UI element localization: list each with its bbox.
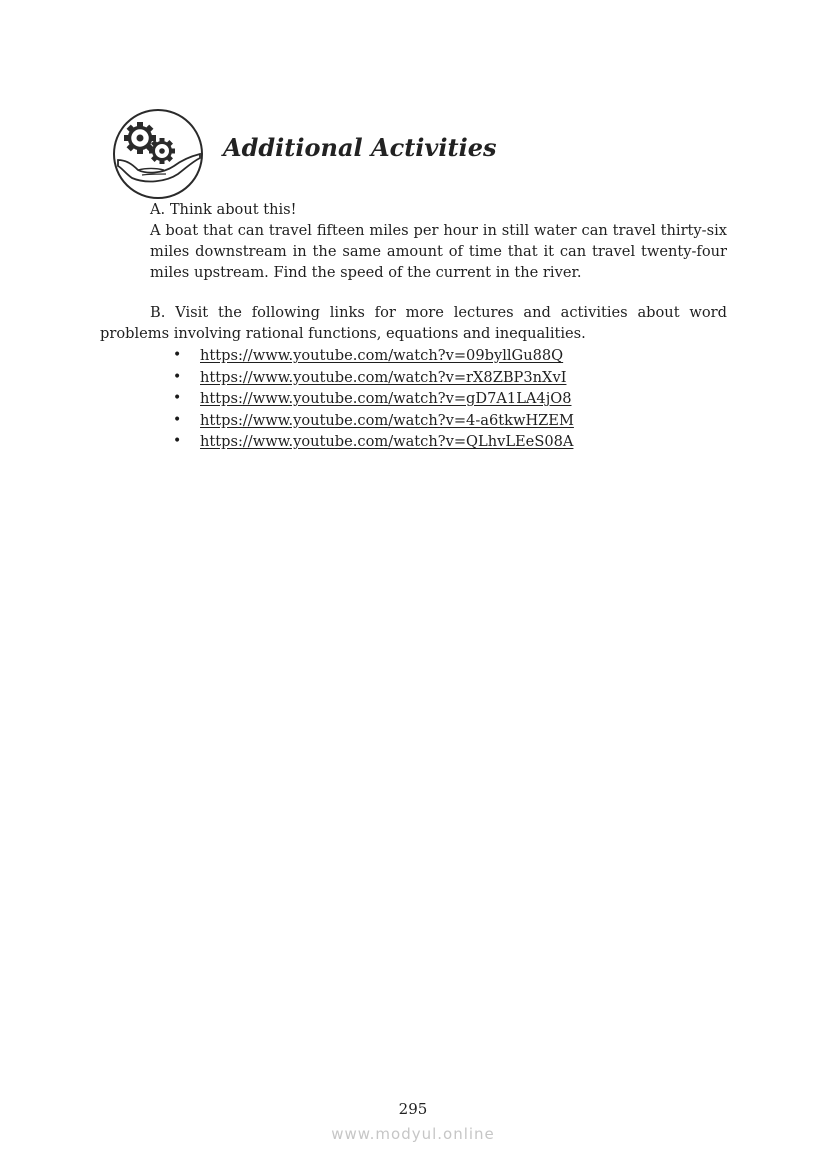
list-item — [173, 345, 574, 367]
problem-line: A boat that can travel fifteen miles per hour in still water can travel thirty-six — [150, 222, 727, 239]
bullet-icon: • — [173, 347, 182, 363]
youtube-link[interactable]: https://www.youtube.com/watch?v=rX8ZBP3nXvI — [200, 368, 567, 386]
gears-in-hand-icon — [112, 108, 204, 200]
list-item — [173, 431, 574, 453]
youtube-link[interactable]: https://www.youtube.com/watch?v=09byllGu88Q — [200, 347, 564, 364]
bullet-icon: • — [173, 411, 182, 428]
youtube-link[interactable]: https://www.youtube.com/watch?v=QLhvLEeS08A — [200, 433, 574, 450]
section-title: Additional Activities — [223, 133, 497, 162]
bullet-icon: • — [173, 368, 182, 385]
watermark: www.modyul.online — [331, 1125, 495, 1143]
youtube-link[interactable]: https://www.youtube.com/watch?v=gD7A1LA4jO8 — [200, 390, 572, 407]
intro-line: B. Visit the following links for more lectures and activities about word — [150, 304, 727, 321]
activity-a-problem — [150, 220, 727, 283]
activity-a-label: A. Think about this! — [150, 201, 297, 218]
problem-line: miles upstream. Find the speed of the current in the river. — [150, 264, 582, 281]
youtube-link[interactable]: https://www.youtube.com/watch?v=4-a6tkwHZEM — [200, 411, 574, 429]
list-item — [173, 410, 574, 432]
problem-line: miles downstream in the same amount of time that it can travel twenty-four — [150, 243, 727, 260]
list-item — [173, 367, 574, 389]
activity-b-intro — [100, 302, 727, 344]
list-item — [173, 388, 574, 410]
resource-link-list — [173, 345, 574, 453]
page-number: 295 — [398, 1100, 428, 1118]
bullet-icon: • — [173, 390, 182, 406]
intro-line: problems involving rational functions, equations and inequalities. — [100, 325, 586, 342]
bullet-icon: • — [173, 433, 182, 449]
